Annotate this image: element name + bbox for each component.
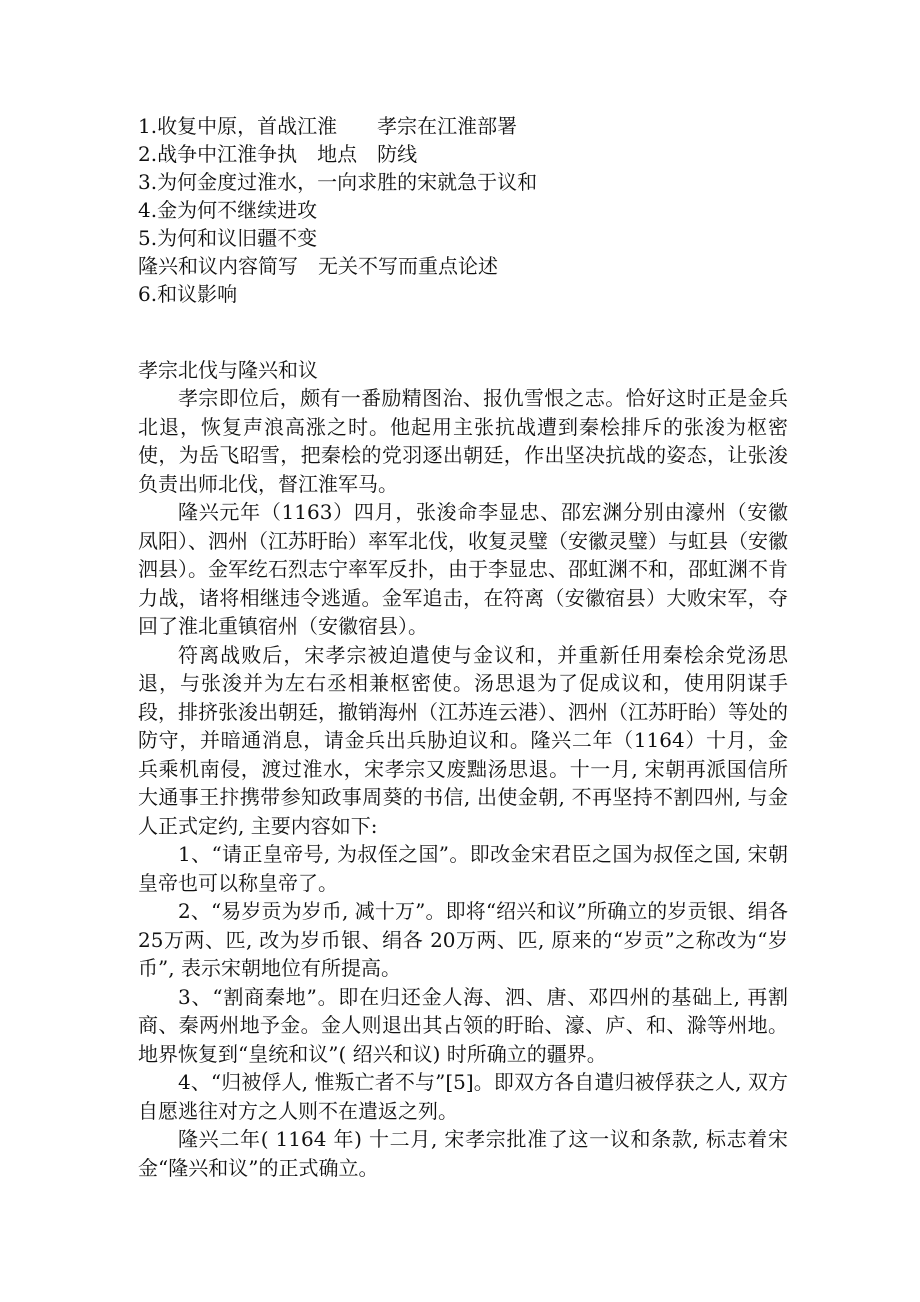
outline-item: 6.和议影响 — [138, 282, 238, 306]
outline-item: 隆兴和议内容简写 无关不写而重点论述 — [138, 254, 498, 278]
paragraph: 孝宗即位后，颇有一番励精图治、报仇雪恨之志。恰好这时正是金兵北退，恢复声浪高涨之时。他起用主张抗战遭到秦桧排斥的张浚为枢密使，为岳飞昭雪，把秦桧的党羽逐出朝廷，作出坚决抗战的姿态，让张浚负责出师北伐，督江淮军马。 — [138, 386, 788, 496]
paragraph: 3、“割商秦地”。即在归还金人海、泗、唐、邓四州的基础上, 再割商、秦两州地予金。金人则退出其占领的盱眙、濠、庐、和、滁等州地。地界恢复到“皇统和议”( 绍兴和议) 时所确立的疆界。 — [138, 984, 788, 1066]
paragraph: 隆兴元年（1163）四月，张浚命李显忠、邵宏渊分别由濠州（安徽凤阳）、泗州（江苏盱眙）率军北伐，收复灵璧（安徽灵璧）与虹县（安徽泗县）。金军纥石烈志宁率军反扑，由于李显忠、邵虹渊不和，邵虹渊不肯力战，诸将相继违令逃遁。金军追击，在符离（安徽宿县）大败宋军，夺回了淮北重镇宿州（安徽宿县）。 — [138, 500, 788, 638]
article-body — [138, 384, 788, 1182]
outline-item: 2.战争中江淮争执 地点 防线 — [138, 142, 418, 166]
paragraph: 2、“易岁贡为岁币, 减十万”。即将“绍兴和议”所确立的岁贡银、绢各 25万两、匹, 改为岁币银、绢各 20万两、匹, 原来的“岁贡”之称改为“岁币”, 表示宋朝地位有所提高。 — [138, 899, 788, 980]
outline-item: 5.为何和议旧疆不变 — [138, 226, 318, 250]
paragraph: 4、“归被俘人, 惟叛亡者不与”[5]。即双方各自遣归被俘获之人, 双方自愿逃往对方之人则不在遣返之列。 — [138, 1070, 788, 1123]
paragraph: 1、“请正皇帝号, 为叔侄之国”。即改金宋君臣之国为叔侄之国, 宋朝皇帝也可以称皇帝了。 — [138, 842, 788, 895]
document-page — [138, 112, 788, 1182]
paragraph: 隆兴二年( 1164 年) 十二月, 宋孝宗批准了这一议和条款, 标志着宋金“隆兴和议”的正式确立。 — [138, 1127, 788, 1180]
section-title: 孝宗北伐与隆兴和议 — [138, 358, 318, 382]
outline-item: 4.金为何不继续进攻 — [138, 198, 318, 222]
paragraph: 符离战败后，宋孝宗被迫遣使与金议和，并重新任用秦桧余党汤思退，与张浚并为左右丞相兼枢密使。汤思退为了促成议和，使用阴谋手段，排挤张浚出朝廷，撤销海州（江苏连云港）、泗州（江苏盱眙）等处的防守，并暗通消息，请金兵出兵胁迫议和。隆兴二年（1164）十月，金兵乘机南侵，渡过淮水，宋孝宗又废黜汤思退。十一月, 宋朝再派国信所大通事王抃携带参知政事周葵的书信, 出使金朝, 不再坚持不割四州, 与金人正式定约, 主要内容如下: — [138, 642, 788, 838]
outline-item: 1.收复中原，首战江淮 孝宗在江淮部署 — [138, 114, 518, 138]
outline-item: 3.为何金度过淮水，一向求胜的宋就急于议和 — [138, 170, 538, 194]
outline-list — [138, 112, 788, 308]
